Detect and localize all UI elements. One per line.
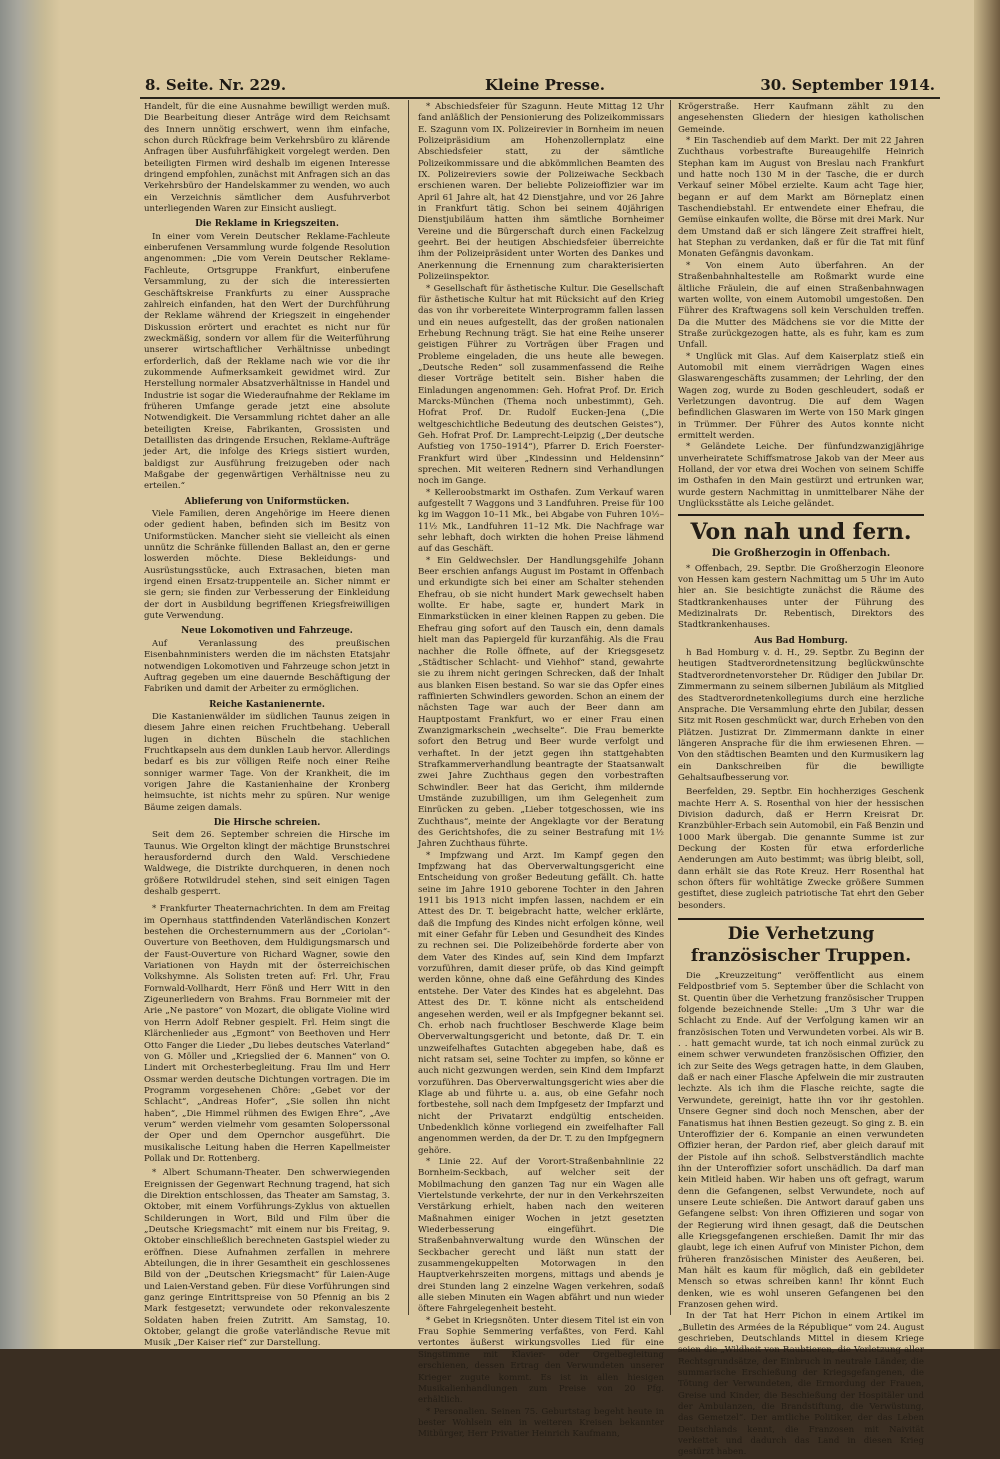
article-heading: Die Hirsche schreien. xyxy=(213,817,321,828)
article-text: Seit dem 26. September schreien die Hirsche im Taunus. Wie Orgelton klingt der mächtige Brunstschrei herausfordernd durch den Wald. Verschiedene Waldwege, die Distrikte durchqueren, in denen noch größere Rotwildrudel stehen, sind seit einigen Tagen deshalb gesperrt. xyxy=(144,830,390,898)
column-divider xyxy=(670,100,671,1315)
article-heading: Aus Bad Homburg. xyxy=(754,635,848,646)
article-text: * Abschiedsfeier für Szagunn. Heute Mittag 12 Uhr fand anläßlich der Pensionierung des Polizeikommissars E. Szagunn vom IX. Polizeirevier in Bornheim im neuen Polizeipräsidium am Hohenzollernplatz eine Abschiedsfeier statt, zu der sämtliche Polizeikommissare und die abkömmlichen Beamten des IX. Polizeireviers sowie der Polizeiwache Seckbach erschienen waren. Der beliebte Polizeioffizier war im April 61 Jahre alt, hat 42 Dienstjahre, und vor 26 Jahre in Frankfurt tätig. Schon bei seinem 40jährigen Dienstjubiläum hatten ihm sämtliche Bornheimer Vereine und die Bürgerschaft durch einen Fackelzug geehrt. Bei der heutigen Abschiedsfeier überreichte ihm der Polizeipräsident unter Worten des Dankes und Anerkennung die Ernennung zum charakterisierten Polizeiinspektor. xyxy=(418,102,664,283)
article-text: * Geländete Leiche. Der fünfundzwanzigjährige unverheiratete Schiffsmatrose Jakob van der Meer aus Holland, der vor etwa drei Wochen von seinem Schiffe im Osthafen in den Main gestürzt und ertrunken war, wurde gestern Nachmittag in unmittelbarer Nähe der Unglücksstätte als Leiche geländet. xyxy=(678,442,924,510)
column-1 xyxy=(144,102,390,1349)
page-edge xyxy=(974,0,1000,1349)
article-text: * Gebet in Kriegsnöten. Unter diesem Titel ist ein von Frau Sophie Semmering verfaßtes, von Ferd. Kahl vertontes äußerst wirkungsvolles Lied für eine Singstimme mit Klavier- oder Orgelbegleitung erschienen, dessen Ertrag den Verwundeten unserer Krieger zugute kommt. Es ist in allen hiesigen Musikalienhandlungen zum Preise von 20 Pfg. erhältlich. xyxy=(418,1315,664,1406)
header-rule xyxy=(140,97,940,99)
article-heading: Ablieferung von Uniformstücken. xyxy=(184,496,350,507)
article-text: * Unglück mit Glas. Auf dem Kaiserplatz stieß ein Automobil mit einem vierrädrigen Wagen eines Glaswarengeschäfts zusammen; der Lehrling, der den Wagen zog, wurde zu Boden geschleudert, sodaß er Verletzungen davontrug. Die auf dem Wagen befindlichen Glaswaren im Werte von 150 Mark gingen in Trümmer. Der Führer des Autos konnte nicht ermittelt werden. xyxy=(678,351,924,441)
article-text: * Offenbach, 29. Septbr. Die Großherzogin Eleonore von Hessen kam gestern Nachmittag um 5 Uhr im Auto hier an. Sie besichtigte zunächst die Räume des Stadtkrankenhauses unter der Führung des Medizinalrats Dr. Rebentisch, Direktors des Stadtkrankenhauses. xyxy=(678,563,924,631)
section-subtitle: Die Großherzogin in Offenbach. xyxy=(711,548,891,560)
article-heading: Neue Lokomotiven und Fahrzeuge. xyxy=(181,626,353,637)
article-text: Handelt, für die eine Ausnahme bewilligt werden muß. Die Bearbeitung dieser Anträge wird dem Reichsamt des Innern unnötig erschwert, wenn ihm einfache, schon durch Rückfrage beim Verkehrsbüro zu klärende Anfragen über Ausfuhrfähigkeit vorgelegt werden. Den beteiligten Firmen wird deshalb im eigenen Interesse dringend empfohlen, zunächst mit Anfragen sich an das Verkehrsbüro der Handelskammer zu wenden, wo auch ein Verzeichnis sämtlicher dem Ausfuhrverbot unterliegenden Waren zur Einsicht ausliegt. xyxy=(144,102,390,215)
section-title: Die Verhetzung französischer Truppen. xyxy=(678,918,924,967)
article-text: * Kelleroobstmarkt im Osthafen. Zum Verkauf waren aufgestellt 7 Waggons und 3 Landfuhren. Preise für 100 kg im Waggon 10–11 Mk., bei Abgabe von Fuhren 10½–11½ Mk., Landfuhren 11–12 Mk. Die Nachfrage war sehr lebhaft, doch wirkten die hohen Preise lähmend auf das Geschäft. xyxy=(418,487,664,555)
article-text: * Ein Geldwechsler. Der Handlungsgehilfe Johann Beer erschien anfangs August im Postamt in Offenbach und erkundigte sich bei einer am Schalter stehenden Ehefrau, ob sie nicht hundert Mark gewechselt haben wollte. Er habe, sagte er, hundert Mark in Einmarkstücken in einer kleinen Rappen zu geben. Die Ehefrau ging sofort auf den Tausch ein, denn damals hielt man das Papiergeld für kurzanfähig. Als die Frau nachher die Rolle öffnete, auf der Kriegsgesetz „Städtischer Schlacht- und Viehhof“ stand, gewahrte sie zu ihrem nicht geringen Schrecken, daß der Inhalt aus blanken Eisen bestand. So war sie das Opfer eines raffinierten Schwindlers geworden. Schon an einem der nächsten Tage war auch der Beer dann am Hauptpostamt Frankfurt, wo er einer Frau einen Zwanzigmarkschein „wechselte“. Die Frau bemerkte sofort den Betrug und Beer wurde verfolgt und verhaftet. In der jetzt gegen ihn stattgehabten Strafkammerverhandlung beantragte der Staatsanwalt zwei Jahre Zuchthaus gegen den vorbestraften Schwindler. Beer hat das Gericht, ihm mildernde Umstände zuzubilligen, um ihm Gelegenheit zum Einrücken zu geben. „Lieber totgeschossen, wie ins Zuchthaus“, meinte der Angeklagte vor der Beratung des Gerichtshofes, die zu seiner Bestrafung mit 1½ Jahren Zuchthaus führte. xyxy=(418,555,664,850)
page-number: 8. Seite. Nr. 229. xyxy=(145,76,287,94)
article-text: * Frankfurter Theaternachrichten. In dem am Freitag im Opernhaus stattfindenden Vaterländischen Konzert bestehen die Orchesternummern aus der „Coriolan“-Ouverture von Beethoven, dem Huldigungsmarsch und der Faust-Ouverture von Richard Wagner, sowie den Variationen von Haydn mit der österreichischen Volkshymne. Als Solisten treten auf: Frl. Uhr, Frau Fornwald-Vollhardt, Herr Fönß und Herr Witt in den Zigeunerliedern von Brahms. Frau Bornmeier mit der Arie „Ne pastore“ von Mozart, die obligate Violine wird von Herrn Adolf Rebner gespielt. Frl. Heim singt die Klärchenlieder aus „Egmont“ von Beethoven und Herr Otto Fanger die Lieder „Du liebes deutsches Vaterland“ von G. Möller und „Kriegslied der 6. Mannen“ von O. Lindert mit Orchesterbegleitung. Frau Ilm und Herr Ossmar werden deutsche Dichtungen vortragen. Die im Programm vorgesehenen Chöre: „Gebet vor der Schlacht“, „Andreas Hofer“, „Sie sollen ihn nicht haben“, „Die Himmel rühmen des Ewigen Ehre“, „Ave verum“ werden vielmehr vom gesamten Soloperssonal der Oper und dem Opernchor ausgeführt. Die musikalische Leitung haben die Herren Kapellmeister Pollak und Dr. Rottenberg. xyxy=(144,904,390,1164)
column-2 xyxy=(418,102,664,1440)
article-text: Krögerstraße. Herr Kaufmann zählt zu den angesehensten Gliedern der hiesigen katholischen Gemeinde. xyxy=(678,102,924,135)
article-text: h Bad Homburg v. d. H., 29. Septbr. Zu Beginn der heutigen Stadtverordnetensitzung beglückwünschte Stadtverordnetenvorsteher Dr. Rüdiger den Jubilar Dr. Zimmermann zu seinem silbernen Jubiläum als Mitglied des Stadtverordnetenkollegiums durch eine herzliche Ansprache. Die Versammlung ehrte den Jubilar, dessen Sitz mit Rosen geschmückt war, durch Erheben von den Plätzen. Justizrat Dr. Zimmermann dankte in einer längeren Ansprache für die ihm erwiesenen Ehren. — Von den städtischen Beamten und den Kurmusikern lag ein Dankschreiben für die bewilligte Gehaltsaufbesserung vor. xyxy=(678,648,924,783)
page-header xyxy=(145,76,935,98)
article-text: * Personalien. Seinen 75. Geburtstag begeht heute in bester Wohlsein ein in weiteren Kreisen bekannter Mitbürger, Herr Privatier Heinrich Kaufmann, xyxy=(418,1406,664,1440)
column-divider xyxy=(408,100,409,1315)
article-text: * Impfzwang und Arzt. Im Kampf gegen den Impfzwang hat das Oberverwaltungsgericht eine Entscheidung von großer Bedeutung gefällt. Ch. hatte seine im Jahre 1910 geborene Tochter in den Jahren 1911 bis 1913 nicht impfen lassen, nachdem er ein Attest des Dr. T. beigebracht hatte, welcher erklärte, daß die Impfung des Kindes nicht erfolgen könne, weil mit einer Gefahr für Leben und Gesundheit des Kindes zu rechnen sei. Die Polizeibehörde forderte aber von dem Vater des Kindes auf, sein Kind dem Impfarzt vorzuführen, damit dieser prüfe, ob das Kind geimpft werden könne, ohne daß eine Gefährdung des Kindes entstehe. Der Vater des Kindes hat es abgelehnt. Das Attest des Dr. T. könne nicht als entscheidend angesehen werden, weil er als Impfgegner bekannt sei. Ch. erhob nach fruchtloser Beschwerde Klage beim Oberverwaltungsgericht und betonte, daß Dr. T. ein unzweifelhaftes Gutachten abgegeben habe, daß es nicht ratsam sei, seine Tochter zu impfen, so könne er auch nicht gezwungen werden, sein Kind dem Impfarzt vorzuführen. Das Oberverwaltungsgericht wies aber die Klage ab und führte u. a. aus, ob eine Gefahr noch fortbestehe, soll nach dem Impfgesetz der Impfarzt und nicht der Privatarzt endgültig entscheiden. Unbedenklich könne vorliegend ein zweifelhafter Fall angenommen werden, da der Dr. T. zu den Impfgegnern gehöre. xyxy=(418,850,664,1156)
page-binding xyxy=(0,0,60,1349)
newspaper-title: Kleine Presse. xyxy=(485,76,606,94)
article-text: * Albert Schumann-Theater. Den schwerwiegenden Ereignissen der Gegenwart Rechnung tragend, hat sich die Direktion entschlossen, das Theater am Samstag, 3. Oktober, mit einem Vorführungs-Zyklus von aktuellen Schilderungen in Wort, Bild und Film über die „Deutsche Kriegsmacht“ mit einem nur bis Freitag, 9. Oktober einschließlich berechneten Gastspiel wieder zu eröffnen. Diese Aufnahmen zerfallen in mehrere Abteilungen, die in ihrer Gesamtheit ein geschlossenes Bild von der „Deutschen Kriegsmacht“ für Laien-Auge und Laien-Verstand geben. Für diese Vorführungen sind ganz geringe Eintrittspreise von 50 Pfennig an bis 2 Mark festgesetzt; verwundete oder rekonvaleszente Soldaten haben freien Zutritt. Am Samstag, 10. Oktober, gelangt die große vaterländische Revue mit Musik „Der Kaiser rief“ zur Darstellung. xyxy=(144,1168,390,1349)
section-title: Von nah und fern. xyxy=(678,514,924,546)
article-text: * Von einem Auto überfahren. An der Straßenbahnhaltestelle am Roßmarkt wurde eine ältliche Fräulein, die auf einen Straßenbahnwagen warten wollte, von einem Automobil umgestoßen. Den Führer des Kraftwagens soll kein Verschulden treffen. Da die Mutter des Mädchens sie vor die Mitte der Straße zurückgezogen hatte, als es fuhr, kam es zum Unfall. xyxy=(678,260,924,351)
article-text: * Ein Taschendieb auf dem Markt. Der mit 22 Jahren Zuchthaus vorbestrafte Bureaugehilfe Heinrich Stephan kam im August von Breslau nach Frankfurt und hatte noch 130 M in der Tasche, die er durch Verkauf seiner Möbel erzielte. Kaum acht Tage hier, begann er auf dem Markt am Börneplatz einen Taschendiebstahl. Er entwendete einer Ehefrau, die Gemüse einkaufen wollte, die Börse mit drei Mark. Nur dem Umstand daß er sich längere Zeit straffrei hielt, hat Stephan zu verdanken, daß er für die Tat mit fünf Monaten Gefängnis davonkam. xyxy=(678,136,924,260)
article-text: * Gesellschaft für ästhetische Kultur. Die Gesellschaft für ästhetische Kultur hat mit Rücksicht auf den Krieg das von ihr vorbereitete Winterprogramm fallen lassen und ein neues aufgestellt, das der großen nationalen Erhebung Rechnung trägt. Sie hat eine Reihe unserer geistigen Führer zu Vorträgen über Fragen und Probleme eingeladen, die uns heute alle bewegen. „Deutsche Reden“ soll zusammenfassend die Reihe dieser Vorträge betitelt sein. Bisher haben die Einladungen angenommen: Geh. Hofrat Prof. Dr. Erich Marcks-München (Thema noch unbestimmt), Geh. Hofrat Prof. Dr. Rudolf Eucken-Jena („Die weltgeschichtliche Bedeutung des deutschen Geistes“), Geh. Hofrat Prof. Dr. Lamprecht-Leipzig („Der deutsche Aufstieg von 1750–1914“), Pfarrer D. Erich Foerster-Frankfurt wird über „Kindessinn und Heldensinn“ sprechen. Mit weiteren Rednern sind Verhandlungen noch im Gange. xyxy=(418,283,664,487)
article-text: Die Kastanienwälder im südlichen Taunus zeigen in diesem Jahre einen reichen Fruchtbehang. Ueberall lugen in dichten Büscheln die stachlichen Fruchtkapseln aus dem dunklen Laub hervor. Allerdings bedarf es bis zur völligen Reife noch einer Reihe sonniger warmer Tage. Von der Krankheit, die im vorigen Jahre die Kastanienhaine der Kronberg heimsuchte, ist nichts mehr zu spüren. Nur wenige Bäume zeigen damals. xyxy=(144,711,390,813)
article-heading: Reiche Kastanienernte. xyxy=(209,699,325,710)
article-text: Beerfelden, 29. Septbr. Ein hochherziges Geschenk machte Herr A. S. Rosenthal von hier der hessischen Division dadurch, daß er Herrn Kreisrat Dr. Kranzbühler-Erbach sein Automobil, ein Faß Benzin und 1000 Mark übergab. Die genannte Summe ist zur Deckung der Kosten für etwa erforderliche Aenderungen am Auto bestimmt; was übrig bleibt, soll, dann erhält sie das Rote Kreuz. Herr Rosenthal hat schon öfters für wohltätige Zwecke größere Summen gestiftet, diese zugleich patriotische Tat ehrt den Geber besonders. xyxy=(678,787,925,911)
article-text: In einer vom Verein Deutscher Reklame-Fachleute einberufenen Versammlung wurde folgende Resolution angenommen: „Die vom Verein Deutscher Reklame-Fachleute, Ortsgruppe Frankfurt, einberufene Versammlung, zu der sich die interessierten Geschäftskreise Frankfurts zu einer Aussprache zahlreich einfanden, hat den Wert der Durchführung der Reklame während der Kriegszeit in eingehender Diskussion erörtert und erachtet es nicht nur für zweckmäßig, sondern vor allem für die Weiterführung unserer wirtschaftlicher Verhältnisse unbedingt erforderlich, daß der Reklame nach wie vor die ihr zukommende Aufmerksamkeit gewidmet wird. Zur Herstellung normaler Absatzverhältnisse in Handel und Industrie ist sogar die Wiederaufnahme der Reklame im früheren Umfange gerade jetzt eine absolute Notwendigkeit. Die Versammlung richtet daher an alle beteiligten Kreise, Fabrikanten, Grossisten und Detaillisten das dringende Ersuchen, Reklame-Aufträge jeder Art, die infolge des Kriegs sistiert wurden, baldigst zur Ausführung freizugeben oder nach Maßgabe der gegenwärtigen Verhältnisse neu zu erteilen.“ xyxy=(144,231,390,492)
article-text: Viele Familien, deren Angehörige im Heere dienen oder gedient haben, befinden sich im Besitz von Uniformstücken. Mancher sieht sie vielleicht als einen unnütz die Schränke füllenden Ballast an, den er gerne loswerden möchte. Diese Bekleidungs- und Ausrüstungsstücke, auch Extrasachen, bieten man irgend einen Ersatz-truppenteile an. Sicher nimmt er sie gern; sie finden zur Verbesserung der Einkleidung der dort in Ausbildung begriffenen Kriegsfreiwilligen gute Verwendung. xyxy=(144,509,390,622)
article-text: Die „Kreuzzeitung“ veröffentlicht aus einem Feldpostbrief vom 5. September über die Schlacht von St. Quentin über die Verhetzung französischer Truppen folgende bezeichnende Stelle: „Um 3 Uhr war die Schlacht zu Ende. Auf der Verfolgung kamen wir an französischen Toten und Verwundeten vorbei. Als wir B. . . hatt gemacht wurde, tat ich noch einmal zurück zu einem schwer verwundeten französischen Offizier, den ich zur Seite des Wegs getragen hatte, in dem Glauben, daß er nach einer Flasche Apfelwein die mir zustrauten lechzte. Als ich ihm die Flasche reichte, sagte die Verwundete, gereinigt, hatte ihn vor ihr gestohlen. Unsere Gegner sind doch noch Menschen, aber der Fanatismus hat ihnen Bestien gezeugt. So ging z. B. ein Unteroffizier der 6. Kompanie an einen verwundeten Offizier heran, der Pardon rief, aber gleich darauf mit der Pistole auf ihn schoß. Selbstverständlich machte ihn der Unteroffizier sofort unschädlich. Da darf man kein Mitleid haben. Wir haben uns oft gefragt, warum denn die Gefangenen, selbst Verwundete, noch auf unsere Leute schießen. Die Antwort darauf gaben uns Gefangene selbst: Von ihren Offizieren und sogar von der Regierung wird ihnen gesagt, daß die Deutschen alle Kriegsgefangenen erschießen. Damit Ihr mir das glaubt, lege ich einen Aufruf von Minister Pichon, dem früheren französischen Minister des Aeußeren, bei. Man hält es kaum für möglich, daß ein gebildeter Mensch so etwas schreiben kann! Ihr könnt Euch denken, wie es wohl unseren Gefangenen bei den Franzosen gehen wird. xyxy=(678,971,924,1310)
article-text: * Linie 22. Auf der Vorort-Straßenbahnlinie 22 Bornheim-Seckbach, auf welcher seit der Mobilmachung den ganzen Tag nur ein Wagen alle Viertelstunde verkehrte, der nur in den Verkehrszeiten Verstärkung erhielt, haben nach den weiteren Maßnahmen einiger Wochen in jetzt gesetzten Wiederbesserung eingeführt. Die Straßenbahnverwaltung wurde den Wünschen der Seckbacher gerecht und läßt nun statt der zusammengekuppelten Motorwagen in den Hauptverkehrszeiten morgens, mittags und abends je drei Stunden lang 2 einzelne Wagen verkehren, sodaß alle sieben Minuten ein Wagen abfährt und nun wieder öftere Fahrgelegenheit besteht. xyxy=(418,1156,664,1315)
article-text: Auf Veranlassung des preußischen Eisenbahnministers werden die im nächsten Etatsjahr notwendigen Lokomotiven und Fahrzeuge schon jetzt in Auftrag gegeben um eine dauernde Beschäftigung der Fabriken und damit der Arbeiter zu ermöglichen. xyxy=(144,638,390,695)
article-heading: Die Reklame in Kriegszeiten. xyxy=(195,219,339,230)
issue-date: 30. September 1914. xyxy=(760,76,935,94)
article-text: In der Tat hat Herr Pichon in einem Artikel im „Bulletin des Armées de la République“ vom 24. August geschrieben, Deutschlands Mittel in diesem Kriege seien die „Wildheit von Raubtieren, die Verletzung aller Rechtsgrundsätze, der Einbruch in neutrale Länder, die summarische Erschießung der Kriegsgefangenen, die Tötung der Verwundeten, die Ermordung der Frauen, Greise und Kinder, die Beschießung der Hospitäler und der Ambulanzen, die Brandstiftung, die Verwüstung, das Gemetzel“. Der amtliche Politiker, der das Leben Deutschlands kennt, die Franzosen mit Naivität verkettet und dadurch das Land in diesen Krieg gestürzt haben. xyxy=(678,1311,924,1458)
column-3 xyxy=(678,102,925,1458)
